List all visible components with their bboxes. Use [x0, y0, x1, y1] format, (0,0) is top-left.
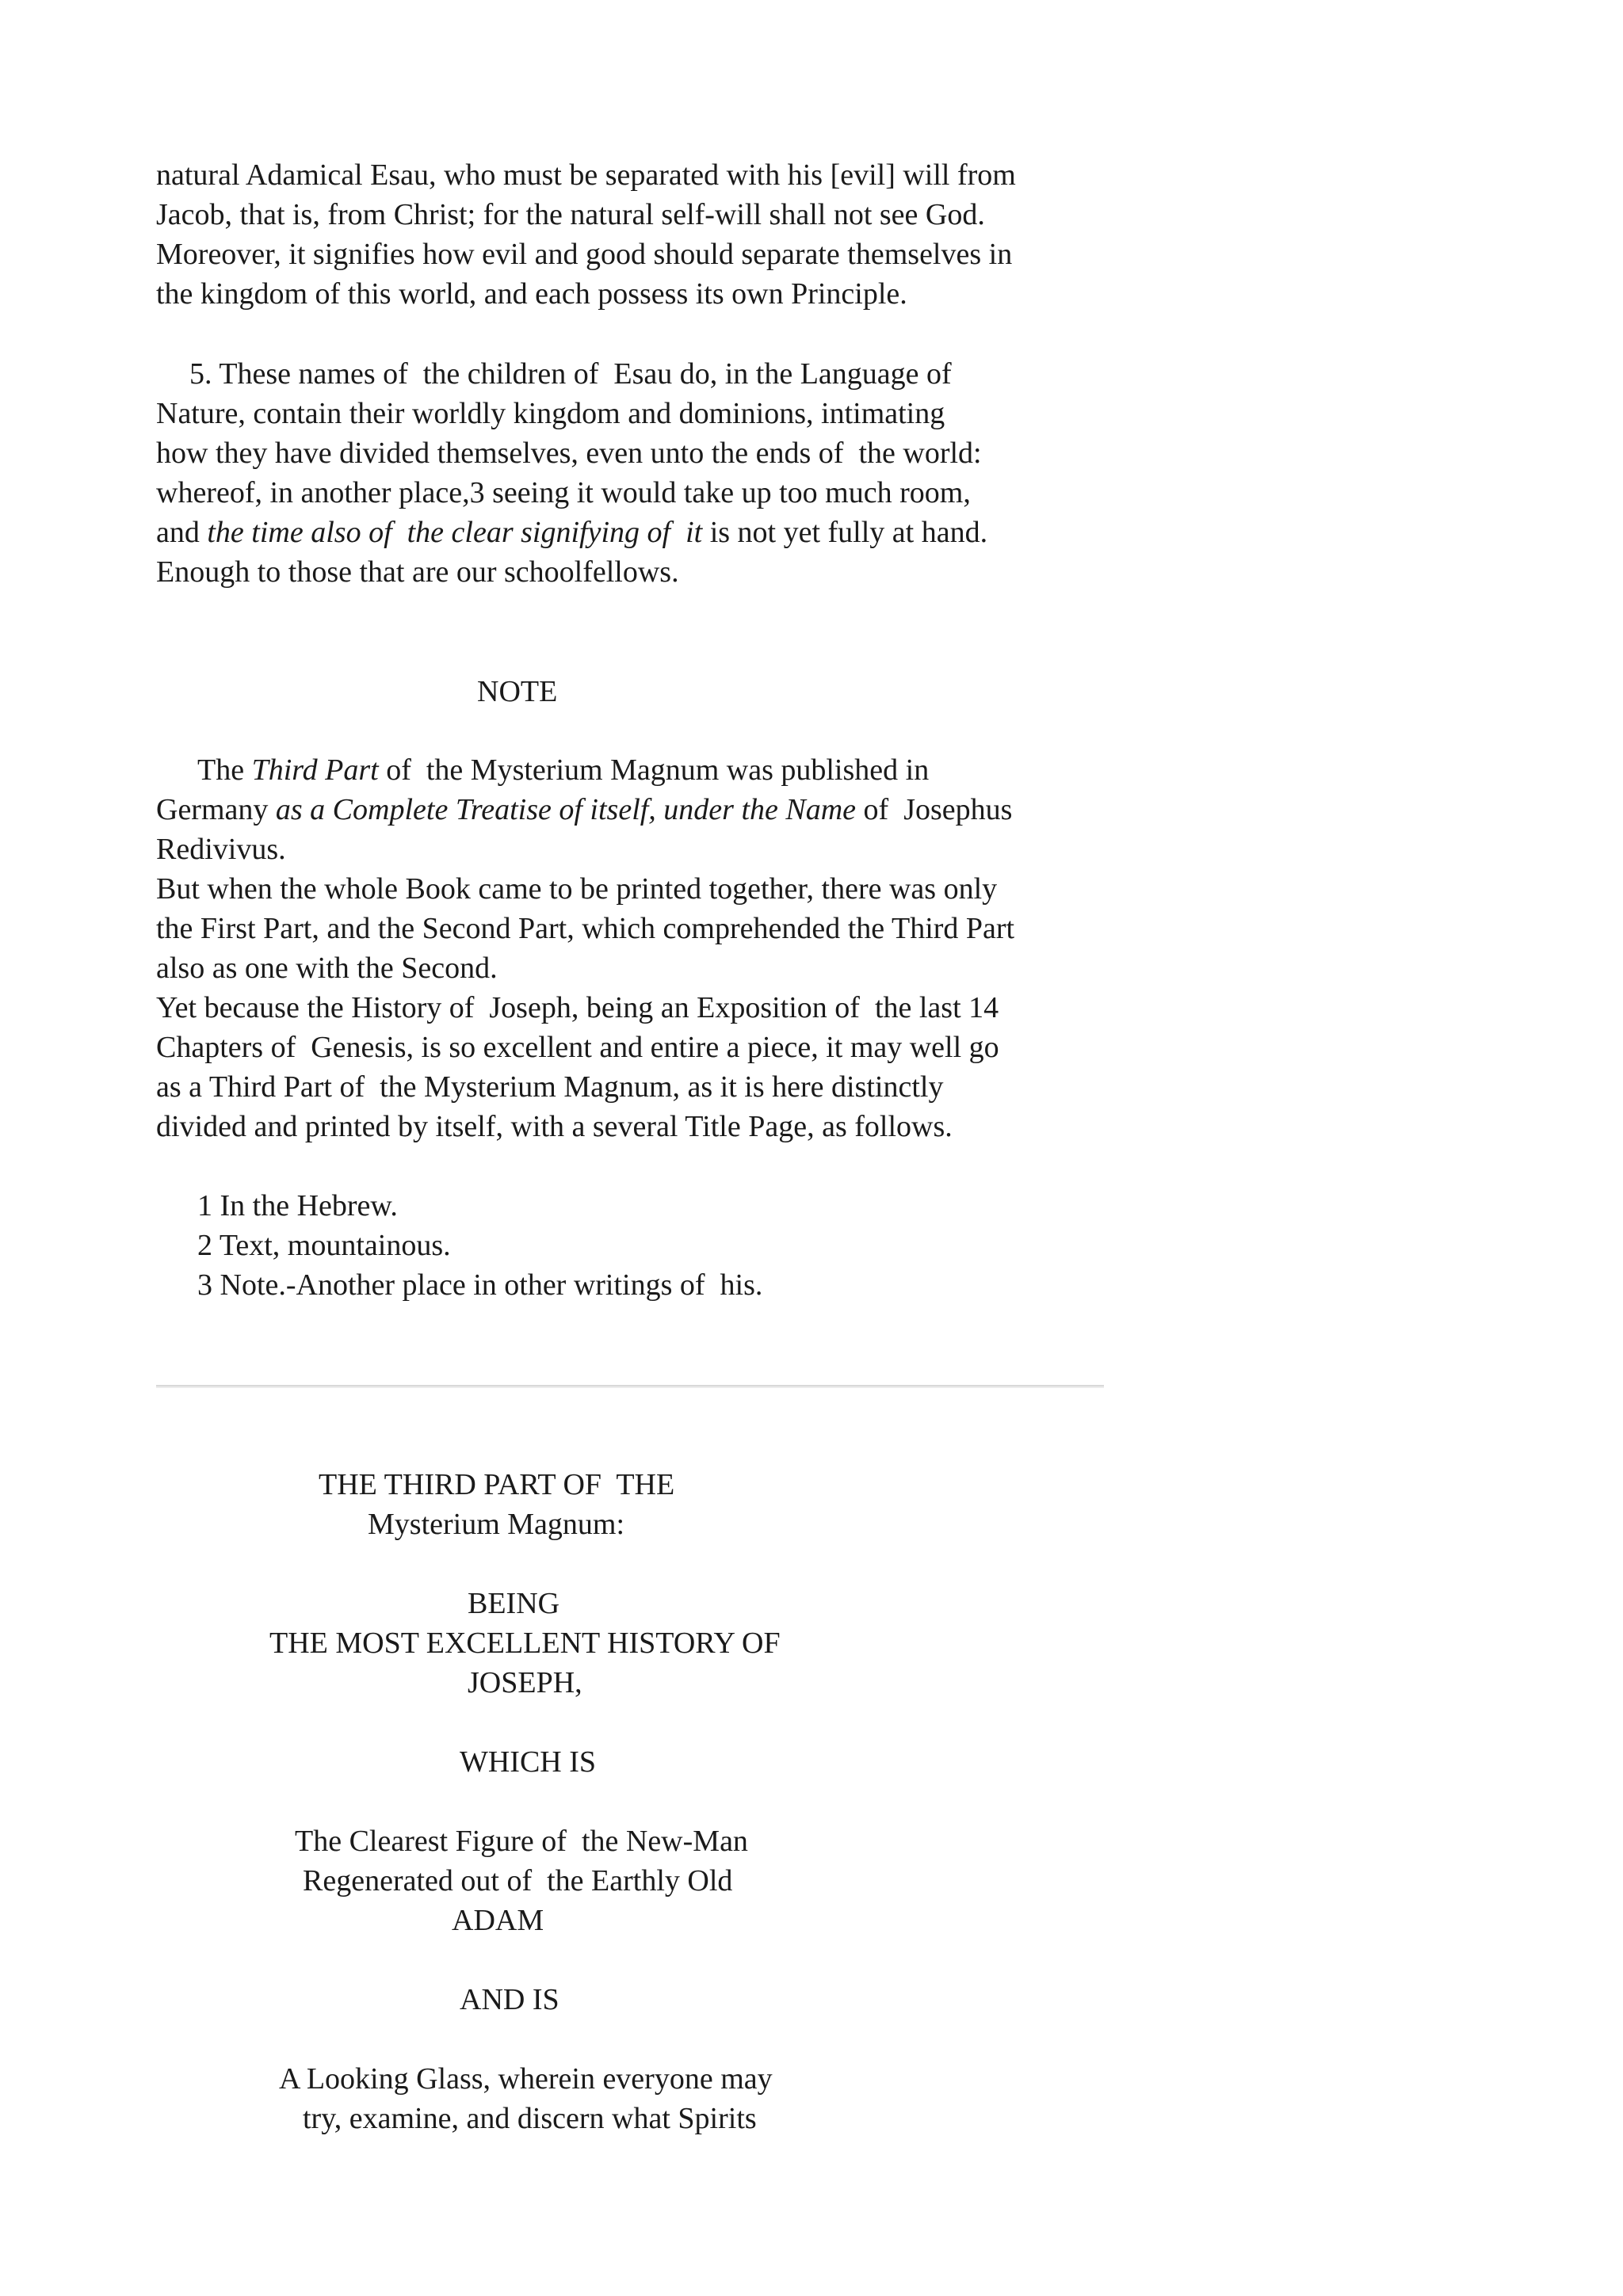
text-run: and — [156, 516, 208, 549]
title-line: try, examine, and discern what Spirits — [303, 2102, 757, 2135]
text-line: 5. These names of the children of Esau do, in the Language of — [189, 357, 952, 391]
footnote: 1 In the Hebrew. — [197, 1189, 398, 1222]
text-run: Germany — [156, 793, 276, 826]
title-line: Mysterium Magnum: — [368, 1508, 625, 1541]
text-line: But when the whole Book came to be printed together, there was only — [156, 872, 998, 906]
text-line: Chapters of Genesis, is so excellent and entire a piece, it may well go — [156, 1031, 999, 1064]
text-line: divided and printed by itself, with a several Title Page, as follows. — [156, 1110, 953, 1143]
text-run: The — [197, 753, 252, 787]
paragraph-continuation — [156, 155, 1123, 314]
title-line: The Clearest Figure of the New-Man — [295, 1825, 748, 1858]
italic-run: the time also of the clear signifying of it — [207, 516, 703, 549]
title-line: Regenerated out of the Earthly Old — [303, 1864, 733, 1897]
note-heading: NOTE — [477, 675, 558, 708]
title-line: WHICH IS — [460, 1745, 597, 1779]
text-line: Redivivus. — [156, 833, 286, 866]
title-line: JOSEPH, — [468, 1666, 582, 1699]
text-run: of Josephus — [856, 793, 1013, 826]
text-line: natural Adamical Esau, who must be separated with his [evil] will from — [156, 158, 1016, 192]
text-line: Jacob, that is, from Christ; for the natural self-will shall not see God. — [156, 198, 985, 231]
text-run: is not yet fully at hand. — [702, 516, 988, 549]
text-line: how they have divided themselves, even unto the ends of the world: — [156, 437, 982, 470]
text-line: the First Part, and the Second Part, which comprehended the Third Part — [156, 912, 1015, 945]
title-line: ADAM — [452, 1904, 544, 1937]
text-line: Yet because the History of Joseph, being an Exposition of the last 14 — [156, 991, 999, 1024]
text-line: Nature, contain their worldly kingdom and dominions, intimating — [156, 397, 945, 430]
text-line: Enough to those that are our schoolfellows. — [156, 555, 679, 589]
note-body — [156, 750, 1123, 1146]
text-line: Moreover, it signifies how evil and good should separate themselves in — [156, 238, 1013, 271]
title-line: THE THIRD PART OF THE — [319, 1468, 675, 1501]
italic-run: Third Part — [251, 753, 379, 787]
text-line — [156, 750, 1123, 790]
title-line: AND IS — [460, 1983, 559, 2016]
text-line — [156, 513, 1123, 552]
text-run: of the Mysterium Magnum was published in — [378, 753, 930, 787]
title-line: BEING — [468, 1587, 560, 1620]
footnote: 3 Note.-Another place in other writings of his. — [197, 1268, 763, 1302]
text-line: the kingdom of this world, and each possess its own Principle. — [156, 277, 907, 311]
text-line: as a Third Part of the Mysterium Magnum, as it is here distinctly — [156, 1070, 944, 1104]
footnotes — [156, 1186, 1123, 1305]
text-line: whereof, in another place,3 seeing it would take up too much room, — [156, 476, 971, 509]
italic-run: as a Complete Treatise of itself, under the Name — [275, 793, 857, 826]
text-line — [156, 790, 1123, 830]
title-line: A Looking Glass, wherein everyone may — [279, 2062, 773, 2096]
paragraph-5 — [156, 354, 1123, 592]
section-divider — [156, 1385, 1104, 1388]
text-line: also as one with the Second. — [156, 952, 498, 985]
footnote: 2 Text, mountainous. — [197, 1229, 451, 1262]
title-line: THE MOST EXCELLENT HISTORY OF — [269, 1627, 781, 1660]
